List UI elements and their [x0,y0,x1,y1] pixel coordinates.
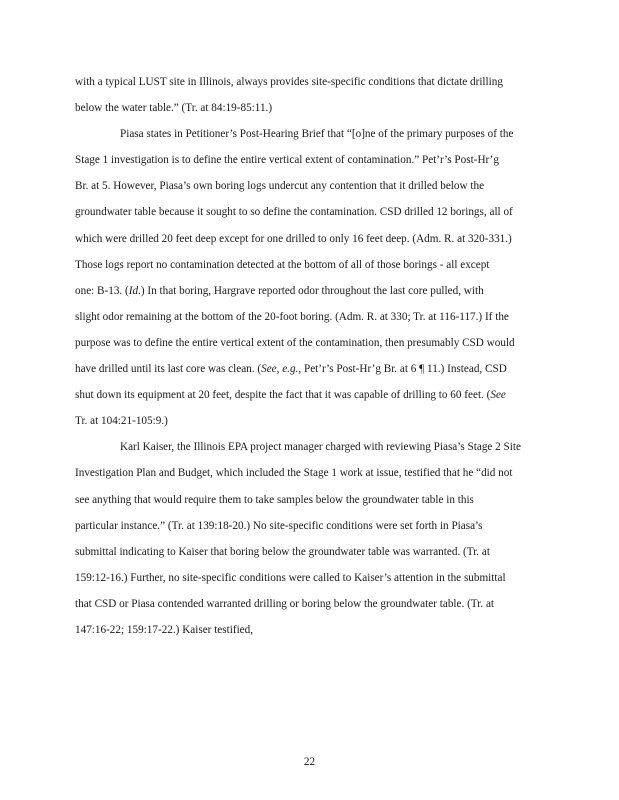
text-segment: which were drilled 20 feet deep except for one drilled to only 16 feet deep. (Adm. R. at 320-331.) [75,232,512,245]
text-segment: see anything that would require them to take samples below the groundwater table in this [75,493,474,506]
text-line [75,252,555,278]
text-segment: shut down its equipment at 20 feet, despite the fact that it was capable of drilling to 60 feet. ( [75,389,491,402]
text-line [75,278,555,304]
italic-citation: Id. [128,284,141,297]
italic-citation: See [490,389,506,402]
page-number: 22 [303,756,316,768]
text-line [75,121,555,147]
text-line [75,617,555,643]
text-segment: Piasa states in Petitioner’s Post-Hearing Brief that “[o]ne of the primary purposes of the [120,128,514,141]
text-segment: ) In that boring, Hargrave reported odor throughout the last core pulled, with [140,284,484,297]
text-segment: , Pet’r’s Post-Hr’g Br. at 6 ¶ 11.) Instead, CSD [298,363,507,376]
text-segment: slight odor remaining at the bottom of the 20-foot boring. (Adm. R. at 330; Tr. at 116-117.) If the [75,310,509,323]
text-segment: below the water table.” (Tr. at 84:19-85:11.) [75,102,273,115]
text-line [75,199,555,225]
text-line [75,382,555,408]
text-segment: one: B-13. ( [75,284,129,297]
text-segment: have drilled until its last core was clean. ( [75,363,262,376]
text-line [75,513,555,539]
text-line [75,69,555,95]
text-line [75,147,555,173]
text-line [75,487,555,513]
text-segment: Stage 1 investigation is to define the entire vertical extent of contamination.” Pet’r’s Post-Hr’g [75,154,499,167]
text-segment: with a typical LUST site in Illinois, always provides site-specific conditions that dictate drilling [75,76,503,88]
text-segment: 159:12-16.) Further, no site-specific conditions were called to Kaiser’s attention in the submittal [75,571,506,584]
text-line [75,226,555,252]
text-line [75,330,555,356]
text-line [75,304,555,330]
text-line [75,434,555,460]
text-line [75,591,555,617]
italic-citation: See, e.g. [261,363,299,376]
text-segment: Those logs report no contamination detected at the bottom of all of those borings - all except [75,258,490,271]
text-segment: particular instance.” (Tr. at 139:18-20.) No site-specific conditions were set forth in Piasa’s [75,519,483,532]
text-segment: Tr. at 104:21-105:9.) [75,415,168,428]
text-line [75,460,555,486]
text-segment: Br. at 5. However, Piasa’s own boring logs undercut any contention that it drilled below the [75,180,485,193]
text-line [75,565,555,591]
document-body [75,69,555,643]
text-segment: submittal indicating to Kaiser that boring below the groundwater table was warranted. (Tr. at [75,545,490,558]
text-line [75,539,555,565]
text-segment: that CSD or Piasa contended warranted drilling or boring below the groundwater table. (Tr. at [75,597,495,610]
text-segment: 147:16-22; 159:17-22.) Kaiser testified, [75,623,254,636]
text-line [75,173,555,199]
text-line [75,95,555,121]
text-segment: groundwater table because it sought to so define the contamination. CSD drilled 12 borings, all of [75,206,513,219]
text-line [75,408,555,434]
text-segment: purpose was to define the entire vertical extent of the contamination, then presumably CSD would [75,336,515,349]
text-segment: Investigation Plan and Budget, which included the Stage 1 work at issue, testified that he “did not [75,467,513,480]
text-segment: Karl Kaiser, the Illinois EPA project manager charged with reviewing Piasa’s Stage 2 Site [120,441,521,454]
text-line [75,356,555,382]
